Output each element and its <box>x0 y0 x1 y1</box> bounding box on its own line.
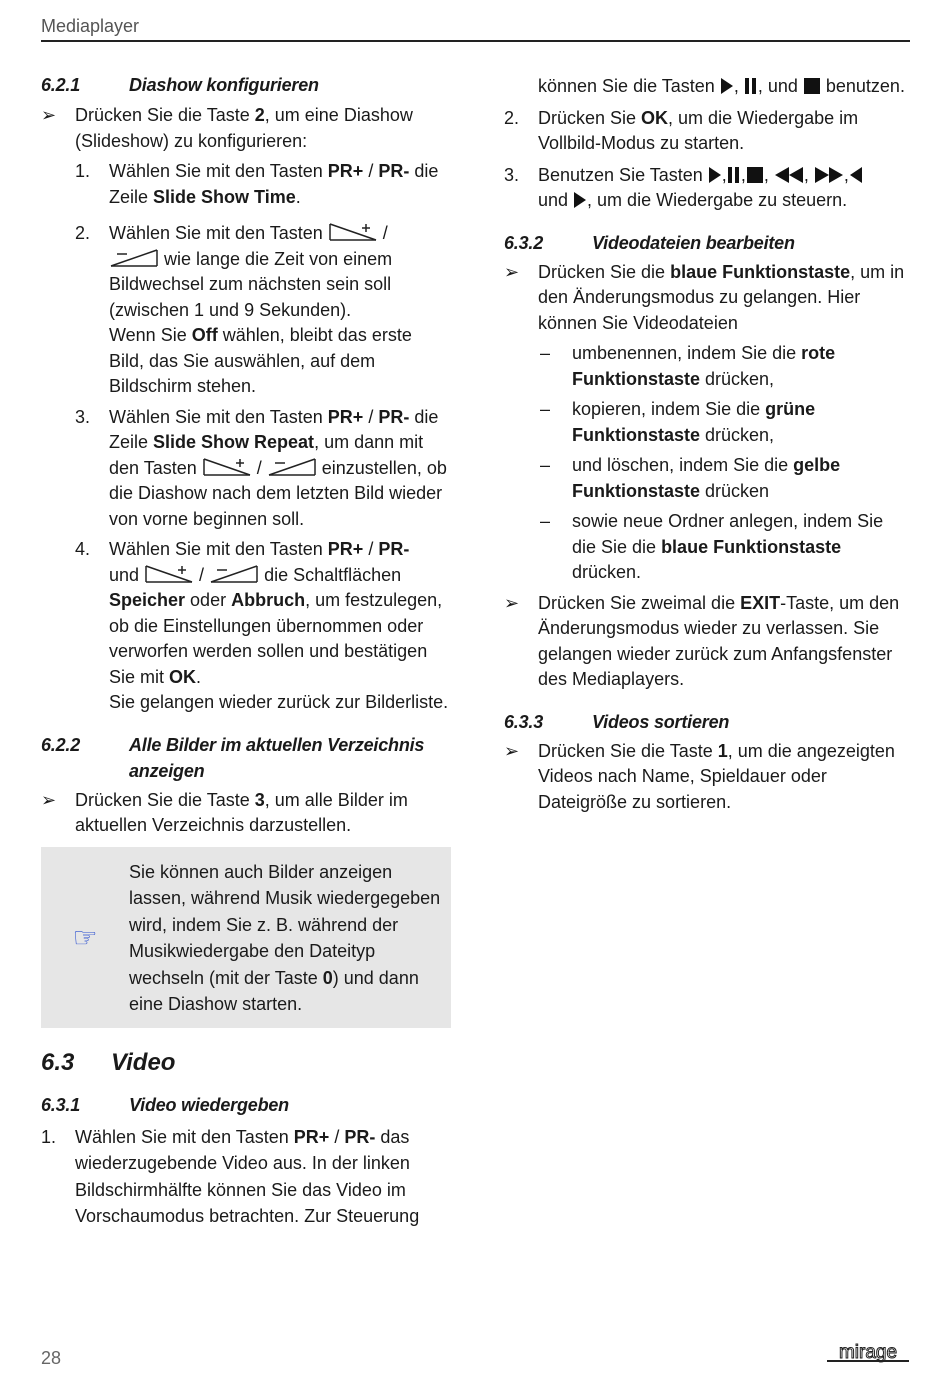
left-column <box>41 72 451 1230</box>
volume-plus-key-icon <box>144 564 194 584</box>
info-note-box <box>41 847 451 1028</box>
bullet-text: Drücken Sie die Taste 1, um die angezeigten Videos nach Name, Spieldauer oder Dateigröße zu sortieren. <box>538 740 895 812</box>
bullet-item <box>504 591 912 693</box>
volume-minus-key-icon <box>209 564 259 584</box>
continued-text: können Sie die Tasten , , und benutzen. <box>538 76 905 96</box>
volume-minus-key-icon <box>267 457 317 477</box>
section-title: Diashow konfigurieren <box>129 75 319 95</box>
dash-text: und löschen, indem Sie die gelbe Funktionstaste drücken <box>572 455 841 501</box>
bullet-item <box>504 260 912 337</box>
pause-icon <box>727 166 741 184</box>
dash-item <box>538 509 912 586</box>
stop-icon <box>746 166 764 184</box>
bullet-text: Drücken Sie die Taste 3, um alle Bilder im aktuellen Verzeichnis darzustellen. <box>75 789 408 835</box>
section-6-2-2-heading <box>41 732 451 784</box>
list-text: Wählen Sie mit den Tasten PR+ / PR- die Zeile Slide Show Time. <box>109 161 439 207</box>
stop-icon <box>803 77 821 95</box>
mirage-logo <box>826 1342 910 1368</box>
step-back-icon <box>849 166 863 184</box>
dash-item <box>538 341 912 392</box>
section-6-3-1-heading <box>41 1092 451 1118</box>
dash-marker: – <box>540 343 551 363</box>
section-number: 6.2.2 <box>41 734 81 755</box>
arrow-bullet-icon: ➢ <box>504 261 520 282</box>
step-forward-icon <box>573 191 587 209</box>
volume-plus-key-icon <box>202 457 252 477</box>
dash-marker: – <box>540 511 551 531</box>
arrow-bullet-icon: ➢ <box>504 592 520 613</box>
list-number: 2. <box>75 223 91 243</box>
dash-text: kopieren, indem Sie die grüne Funktionstaste drücken, <box>572 399 816 445</box>
bullet-item <box>504 739 912 816</box>
volume-minus-key-icon <box>109 248 159 268</box>
fast-forward-icon <box>814 166 844 184</box>
list-item <box>75 221 451 400</box>
list-number: 2. <box>504 107 520 128</box>
list-number: 3. <box>75 406 91 427</box>
dash-item <box>538 453 912 504</box>
list-item <box>504 163 912 214</box>
dash-marker: – <box>540 455 551 475</box>
right-column <box>504 74 912 815</box>
dash-marker: – <box>540 399 551 419</box>
list-text: Benutzen Sie Tasten , , , , , und , um die Wiedergabe zu steuern. <box>538 163 863 214</box>
list-item <box>75 159 451 210</box>
pause-icon <box>744 77 758 95</box>
page-header <box>41 12 910 42</box>
list-text: Wählen Sie mit den Tasten PR+ / PR- das wiederzugebende Video aus. In der linken Bildschirmhälfte können Sie das Video im Vorschaumodus betrachten. Zur Steuerung <box>75 1126 420 1226</box>
list-item <box>504 106 912 157</box>
section-number: 6.3 <box>41 1048 75 1076</box>
note-text: Sie können auch Bilder anzeigen lassen, während Musik wiedergegeben wird, indem Sie z. B. während der Musikwiedergabe den Dateityp wechseln (mit der Taste 0) und dann eine Diashow starten. <box>129 861 441 1014</box>
section-6-3-2-heading <box>504 230 912 256</box>
section-number: 6.3.2 <box>504 232 544 253</box>
dash-text: sowie neue Ordner anlegen, indem Sie die Sie die blaue Funktionstaste drücken. <box>572 511 884 582</box>
section-title: Video wiedergeben <box>129 1094 289 1115</box>
bullet-item <box>41 788 451 839</box>
page-number: 28 <box>41 1348 62 1368</box>
dash-text: umbenennen, indem Sie die rote Funktionstaste drücken, <box>572 343 836 389</box>
arrow-bullet-icon: ➢ <box>504 740 520 761</box>
section-number: 6.3.1 <box>41 1094 81 1115</box>
bullet-text: Drücken Sie die blaue Funktionstaste, um in den Änderungsmodus zu gelangen. Hier können Sie Videodateien <box>538 261 905 333</box>
list-number: 4. <box>75 539 91 559</box>
section-number: 6.3.3 <box>504 711 544 732</box>
svg-text:mirage: mirage <box>838 1342 898 1363</box>
pointing-hand-icon: ☞ <box>72 921 98 953</box>
list-text: Wählen Sie mit den Tasten PR+ / PR- die Zeile Slide Show Repeat, um dann mit den Tasten / einzustellen, ob die Diashow nach dem letzten Bild wieder von vorne beginnen soll. <box>109 406 447 529</box>
section-title: Alle Bilder im aktuellen Verzeichnis anzeigen <box>129 734 425 781</box>
bullet-text: Drücken Sie zweimal die EXIT-Taste, um den Änderungsmodus wieder zu verlassen. Sie gelangen wieder zurück zum Anfangsfenster des Mediaplayers. <box>538 592 900 689</box>
section-6-3-heading <box>41 1048 451 1078</box>
list-item <box>41 1124 451 1230</box>
list-item <box>75 405 451 533</box>
list-text: Drücken Sie OK, um die Wiedergabe im Vollbild-Modus zu starten. <box>538 107 859 153</box>
section-number: 6.2.1 <box>41 75 81 95</box>
list-text: Wählen Sie mit den Tasten PR+ / PR- und / die Schaltflächen Speicher oder Abbruch, um festzulegen, ob die Einstellungen übernommen oder verworfen werden sollen und bestätigen Sie mit OK. Sie gelangen wieder zurück zur Bilderliste. <box>109 539 449 712</box>
section-title: Videos sortieren <box>592 711 730 732</box>
section-title: Videodateien bearbeiten <box>592 232 795 253</box>
list-number: 3. <box>504 164 520 185</box>
section-6-2-1-heading <box>41 72 451 98</box>
list-number: 1. <box>41 1126 57 1147</box>
list-number: 1. <box>75 161 91 181</box>
bullet-text: Drücken Sie die Taste 2, um eine Diashow (Slideshow) zu konfigurieren: <box>75 105 413 151</box>
dash-item <box>538 397 912 448</box>
arrow-bullet-icon: ➢ <box>41 789 57 810</box>
arrow-bullet-icon: ➢ <box>41 105 57 125</box>
list-text: Wählen Sie mit den Tasten / wie lange die Zeit von einem Bildwechsel zum nächsten sein soll (zwischen 1 und 9 Sekunden). Wenn Sie Off wählen, bleibt das erste Bild, das Sie auswählen, auf dem Bildschirm stehen. <box>109 223 412 396</box>
section-6-3-3-heading <box>504 709 912 735</box>
bullet-item <box>41 103 451 154</box>
list-item <box>75 537 451 716</box>
header-title: Mediaplayer <box>41 16 140 36</box>
play-icon <box>720 77 734 95</box>
rewind-icon <box>774 166 804 184</box>
play-icon <box>708 166 722 184</box>
section-title: Video <box>111 1048 176 1076</box>
volume-plus-key-icon <box>328 222 378 242</box>
